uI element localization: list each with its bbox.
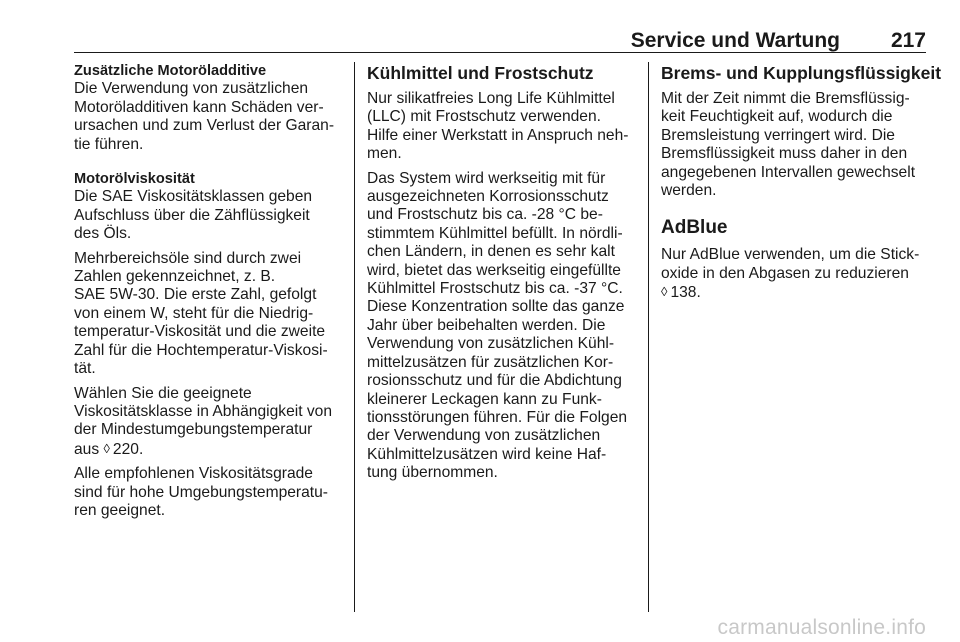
text-line: Nur AdBlue verwenden, um die Stick- [661,246,920,264]
heading-coolant-antifreeze: Kühlmittel und Frostschutz [367,63,594,83]
section-title: Service und Wartung [630,29,840,52]
column-3 [661,62,942,303]
text-line: Die Verwendung von zusätzlichen [74,80,309,98]
text-line: Jahr über beibehalten werden. Die [367,316,606,334]
heading-adblue: AdBlue [661,217,728,239]
text-line: temperatur-Viskosität und die zweite [74,323,326,341]
text-line: der Verwendung von zusätzlichen [367,427,601,445]
text-line: des Öls. [74,225,132,243]
heading-brake-clutch-fluid: Brems- und Kupplungsflüssigkeit [661,63,942,83]
text-line: Mehrbereichsöle sind durch zwei [74,249,302,267]
text-line: Kühlmittel Frostschutz bis ca. -37 °C. [367,280,623,298]
heading-engine-oil-additives: Zusätzliche Motoröladditive [74,63,267,79]
column-2 [367,62,637,483]
text-line: ursachen und zum Verlust der Garan- [74,117,335,135]
text-line: Alle empfohlenen Viskositätsgrade [74,465,313,483]
text-line: tionsstörungen führen. Für die Folgen [367,408,628,426]
text-line: oxide in den Abgasen zu reduzieren [661,264,909,282]
text-line: ren geeignet. [74,501,166,519]
text-line: und Frostschutz bis ca. -28 °C be- [367,206,603,224]
text-line: (LLC) mit Frostschutz verwenden. [367,108,601,126]
text-line: Bremsleistung verringert wird. Die [661,126,895,144]
text-line: angegebenen Intervallen gewechselt [661,163,916,181]
column-1 [74,62,356,520]
text-line: der Mindestumgebungstemperatur [74,421,313,439]
text-line: Hilfe einer Werkstatt in Anspruch neh- [367,126,629,144]
text-line: Das System wird werkseitig mit für [367,169,606,187]
text-line: Zahlen gekennzeichnet, z. B. [74,268,276,286]
text-line: von einem W, steht für die Niedrig- [74,304,314,322]
text-line: men. [367,145,402,163]
page-reference-138[interactable]: ◊ 138. [661,284,701,302]
text-line: Verwendung von zusätzlichen Kühl- [367,335,615,353]
text-line: Viskositätsklasse in Abhängigkeit von [74,402,333,420]
page-reference-icon: ◊ [661,284,668,300]
text-line: Motoröladditiven kann Schäden ver- [74,98,324,116]
text-line: werden. [661,182,717,200]
text-line: kleinerer Leckagen kann zu Funk- [367,390,602,408]
header-divider [74,52,926,53]
page-header [74,28,926,54]
text-line: chen Ländern, in denen es sehr kalt [367,243,615,261]
text-line: stimmtem Kühlmittel befüllt. In nördli- [367,224,623,242]
text-line: Bremsflüssigkeit muss daher in den [661,145,908,163]
text-line: tie führen. [74,135,144,153]
text-line: tät. [74,360,96,378]
text-line: Kühlmittelzusätzen wird keine Haf- [367,445,607,463]
text-line: Mit der Zeit nimmt die Bremsflüssig- [661,90,910,107]
page-number: 217 [890,29,926,52]
text-line: rosionsschutz und für die Abdichtung [367,372,622,390]
text-line: Wählen Sie die geeignete [74,384,252,402]
text-line: tung übernommen. [367,464,498,482]
text-line: Aufschluss über die Zähflüssigkeit [74,206,310,224]
text-line: keit Feuchtigkeit auf, wodurch die [661,108,893,126]
text-line: Nur silikatfreies Long Life Kühlmittel [367,90,615,107]
text-line: sind für hohe Umgebungstemperatu- [74,483,328,501]
text-line: Die SAE Viskositätsklassen geben [74,188,313,206]
text-line: wird, bietet das werkseitig eingefüllte [367,261,621,279]
text-line: mittelzusätzen für zusätzlichen Kor- [367,353,614,371]
page-reference-icon: ◊ [103,440,110,456]
heading-engine-oil-viscosity: Motorölviskosität [74,171,195,188]
text-line: SAE 5W-30. Die erste Zahl, gefolgt [74,286,317,304]
watermark: carmanualsonline.info [717,616,926,639]
text-line: ausgezeichneten Korrosionsschutz [367,188,609,206]
column-divider-right [648,62,649,612]
page-reference-220[interactable]: aus ◊ 220. [74,440,144,458]
text-line: Zahl für die Hochtemperatur-Viskosi- [74,341,328,359]
text-line: Diese Konzentration sollte das ganze [367,298,625,316]
